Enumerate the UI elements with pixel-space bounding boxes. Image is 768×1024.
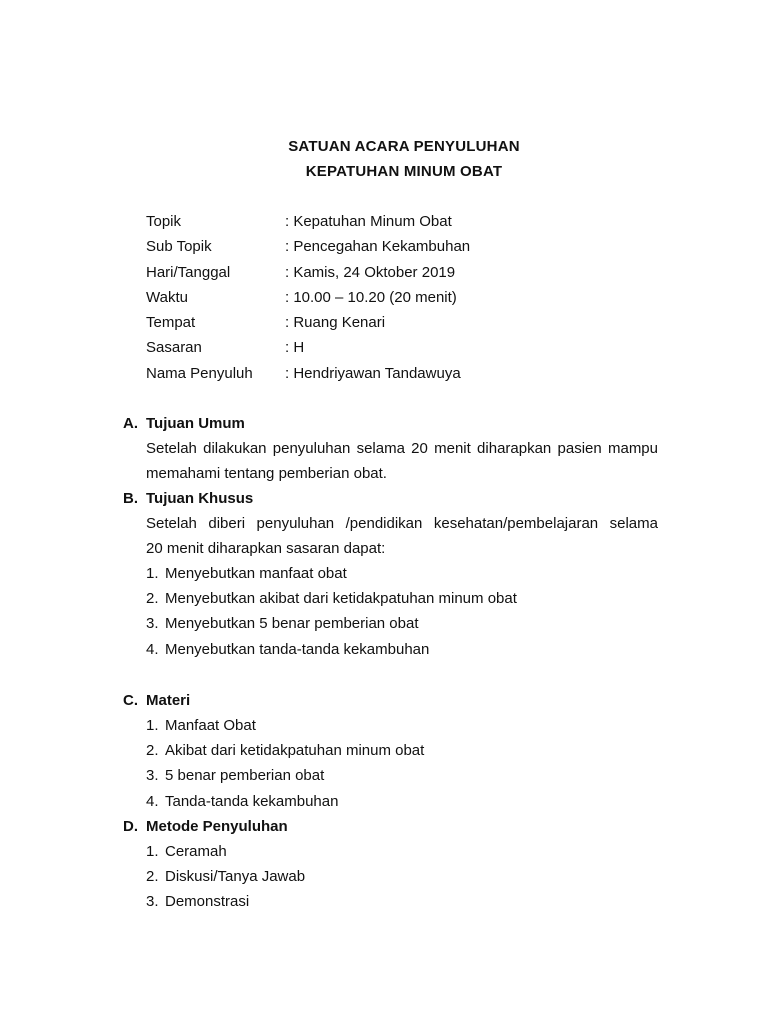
list-text: Manfaat Obat bbox=[165, 717, 256, 734]
list-number: 4. bbox=[146, 640, 159, 658]
list-text: Menyebutkan manfaat obat bbox=[165, 565, 347, 582]
list-text: Tanda-tanda kekambuhan bbox=[165, 792, 339, 810]
list-item bbox=[146, 565, 658, 590]
list-number: 3. bbox=[146, 893, 159, 911]
list-number: 1. bbox=[146, 717, 159, 734]
info-label: Hari/Tanggal bbox=[146, 263, 231, 281]
section-title: Tujuan Umum bbox=[146, 415, 245, 432]
list-number: 2. bbox=[146, 868, 159, 886]
info-value: : Ruang Kenari bbox=[285, 314, 386, 332]
list-text: Menyebutkan tanda-tanda kekambuhan bbox=[165, 640, 430, 658]
info-value: : H bbox=[285, 339, 305, 357]
list-text: Demonstrasi bbox=[165, 893, 250, 911]
section-materi bbox=[123, 692, 663, 818]
info-label: Nama Penyuluh bbox=[146, 364, 253, 382]
section-title: Tujuan Khusus bbox=[146, 490, 254, 507]
section-heading bbox=[123, 818, 663, 843]
section-letter: B. bbox=[123, 490, 138, 507]
info-value: : Kepatuhan Minum Obat bbox=[285, 213, 452, 230]
section-title: Materi bbox=[146, 692, 191, 709]
section-letter: D. bbox=[123, 818, 138, 835]
info-value: : Hendriyawan Tandawuya bbox=[285, 364, 461, 382]
section-body bbox=[146, 717, 658, 818]
section-body bbox=[146, 436, 658, 486]
info-value: : 10.00 – 10.20 (20 menit) bbox=[285, 288, 457, 306]
info-label: Topik bbox=[146, 213, 182, 230]
list-text: Akibat dari ketidakpatuhan minum obat bbox=[165, 742, 425, 760]
list-item bbox=[146, 717, 658, 742]
info-label: Tempat bbox=[146, 314, 196, 332]
section-tujuan-umum bbox=[123, 415, 663, 486]
info-value: : Pencegahan Kekambuhan bbox=[285, 238, 471, 256]
list-text: Menyebutkan akibat dari ketidakpatuhan minum obat bbox=[165, 590, 517, 608]
list-text: Diskusi/Tanya Jawab bbox=[165, 868, 306, 886]
paragraph-line: memahami tentang pemberian obat. bbox=[146, 465, 387, 482]
section-letter: C. bbox=[123, 692, 138, 709]
section-body bbox=[146, 511, 658, 666]
section-heading bbox=[123, 692, 663, 717]
list-item bbox=[146, 843, 658, 868]
list-item bbox=[146, 893, 658, 918]
list-text: Ceramah bbox=[165, 843, 227, 860]
list-number: 2. bbox=[146, 742, 159, 760]
list-number: 4. bbox=[146, 792, 159, 810]
document-title: SATUAN ACARA PENYULUHAN bbox=[288, 138, 520, 155]
section-body bbox=[146, 843, 658, 919]
list-number: 1. bbox=[146, 565, 159, 582]
document-subtitle: KEPATUHAN MINUM OBAT bbox=[305, 163, 503, 180]
list-item bbox=[146, 590, 658, 615]
info-label: Sasaran bbox=[146, 339, 202, 357]
list-number: 1. bbox=[146, 843, 159, 860]
list-item bbox=[146, 868, 658, 893]
list-number: 3. bbox=[146, 767, 159, 785]
section-letter: A. bbox=[123, 415, 138, 432]
list-item bbox=[146, 742, 658, 767]
list-text: Menyebutkan 5 benar pemberian obat bbox=[165, 615, 419, 633]
section-tujuan-khusus bbox=[123, 490, 663, 666]
list-item bbox=[146, 767, 658, 792]
paragraph-line: Setelah dilakukan penyuluhan selama 20 menit diharapkan pasien mampu bbox=[146, 440, 658, 457]
list-item bbox=[146, 615, 658, 640]
list-item bbox=[146, 641, 658, 666]
section-metode-penyuluhan bbox=[123, 818, 663, 919]
info-value: : Kamis, 24 Oktober 2019 bbox=[285, 263, 456, 281]
paragraph-line: 20 menit diharapkan sasaran dapat: bbox=[146, 540, 386, 557]
list-text: 5 benar pemberian obat bbox=[165, 767, 325, 785]
list-number: 2. bbox=[146, 590, 159, 608]
list-number: 3. bbox=[146, 615, 159, 633]
info-label: Sub Topik bbox=[146, 238, 212, 256]
section-title: Metode Penyuluhan bbox=[146, 818, 288, 835]
info-label: Waktu bbox=[146, 288, 188, 306]
list-item bbox=[146, 793, 658, 818]
paragraph-line: Setelah diberi penyuluhan /pendidikan kesehatan/pembelajaran selama bbox=[146, 515, 658, 532]
